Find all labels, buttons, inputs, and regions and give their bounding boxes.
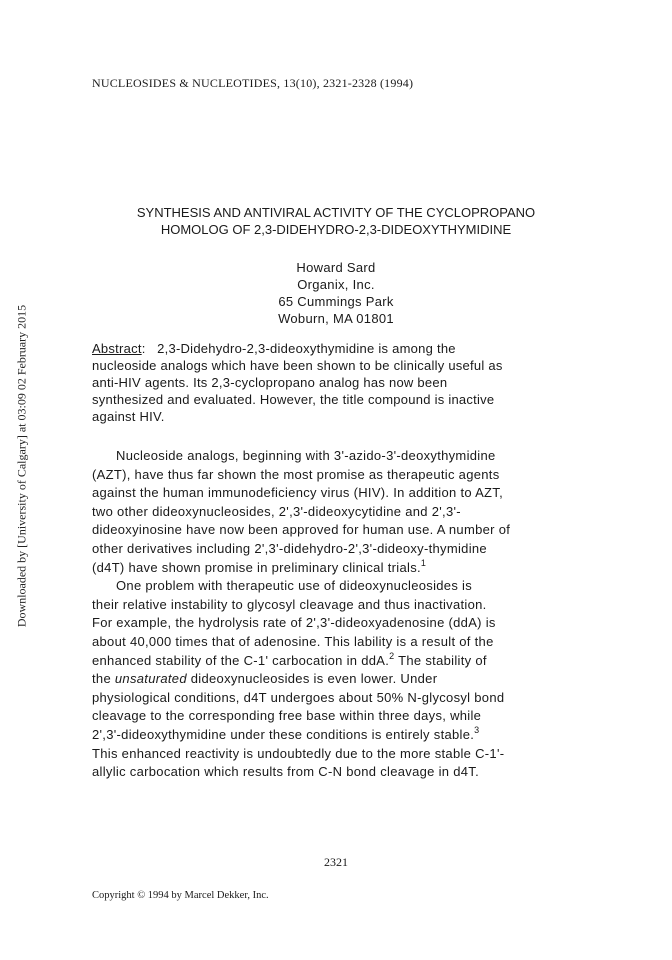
address-line: 65 Cummings Park <box>278 294 394 309</box>
abstract-line: anti-HIV agents. Its 2,3-cyclopropano analog has now been <box>92 375 448 390</box>
reference-superscript: 3 <box>474 724 480 735</box>
author-name: Howard Sard <box>296 260 376 275</box>
download-stamp: Downloaded by [University of Calgary] at 03:09 02 February 2015 <box>14 304 29 628</box>
body-line: dideoxyinosine have now been approved for human use. A number of <box>92 522 511 538</box>
emphasis-text: unsaturated <box>114 671 187 687</box>
body-text-span: enhanced stability of the C-1' carbocation in ddA. <box>92 652 390 668</box>
copyright-notice: Copyright © 1994 by Marcel Dekker, Inc. <box>92 890 269 901</box>
abstract-separator: : <box>141 341 146 356</box>
abstract-text: 2,3-Didehydro-2,3-dideoxythymidine is among the <box>145 341 456 356</box>
body-text-span: dideoxynucleosides is even lower. Under <box>186 671 438 687</box>
author-block <box>0 259 672 327</box>
abstract-line: nucleoside analogs which have been shown to be clinically useful as <box>92 358 503 373</box>
body-line: about 40,000 times that of adenosine. This lability is a result of the <box>92 633 494 649</box>
body-line: Nucleoside analogs, beginning with 3'-azido-3'-deoxythymidine <box>116 448 496 463</box>
reference-superscript: 1 <box>420 557 427 568</box>
running-head: NUCLEOSIDES & NUCLEOTIDES, 13(10), 2321-2328 (1994) <box>92 76 414 90</box>
abstract-line: against HIV. <box>92 409 165 424</box>
article-title <box>0 204 672 238</box>
body-line <box>92 559 592 578</box>
address-line: Woburn, MA 01801 <box>278 311 394 326</box>
body-text-span: 2',3'-dideoxythymidine under these conditions is entirely stable. <box>92 726 475 742</box>
body-line: This enhanced reactivity is undoubtedly due to the more stable C-1'- <box>92 745 505 761</box>
body-line <box>92 726 592 745</box>
reference-superscript: 2 <box>389 650 395 661</box>
body-line: One problem with therapeutic use of dideoxynucleosides is <box>116 578 473 594</box>
abstract-line: synthesized and evaluated. However, the title compound is inactive <box>92 392 495 407</box>
body-line: two other dideoxynucleosides, 2',3'-dideoxycytidine and 2',3'- <box>92 503 461 519</box>
body-text-span: (d4T) have shown promise in preliminary clinical trials. <box>92 559 421 575</box>
affiliation: Organix, Inc. <box>297 277 375 292</box>
body-text <box>92 447 592 782</box>
title-line: HOMOLOG OF 2,3-DIDEHYDRO-2,3-DIDEOXYTHYMIDINE <box>160 222 512 237</box>
title-line: SYNTHESIS AND ANTIVIRAL ACTIVITY OF THE CYCLOPROPANO <box>136 205 536 220</box>
paragraph-2 <box>92 577 592 782</box>
body-line <box>92 652 592 671</box>
body-line: (AZT), have thus far shown the most promise as therapeutic agents <box>92 466 500 482</box>
body-line: other derivatives including 2',3'-didehydro-2',3'-dideoxy-thymidine <box>92 540 487 556</box>
body-line <box>92 670 592 689</box>
body-line: allylic carbocation which results from C-N bond cleavage in d4T. <box>92 764 479 780</box>
body-text-span: The stability of <box>394 652 487 668</box>
body-line: For example, the hydrolysis rate of 2',3'-dideoxyadenosine (ddA) is <box>92 615 496 631</box>
body-line: cleavage to the corresponding free base within three days, while <box>92 708 482 724</box>
page-number: 2321 <box>324 855 348 869</box>
body-line: against the human immunodeficiency virus (HIV). In addition to AZT, <box>92 485 504 501</box>
body-line: physiological conditions, d4T undergoes about 50% N-glycosyl bond <box>92 689 505 705</box>
abstract-line <box>92 340 592 357</box>
body-line: their relative instability to glycosyl cleavage and thus inactivation. <box>92 596 487 612</box>
body-text-span: the <box>92 671 115 687</box>
abstract-label: Abstract <box>92 341 142 356</box>
paragraph-1 <box>92 447 592 577</box>
abstract <box>92 340 592 425</box>
